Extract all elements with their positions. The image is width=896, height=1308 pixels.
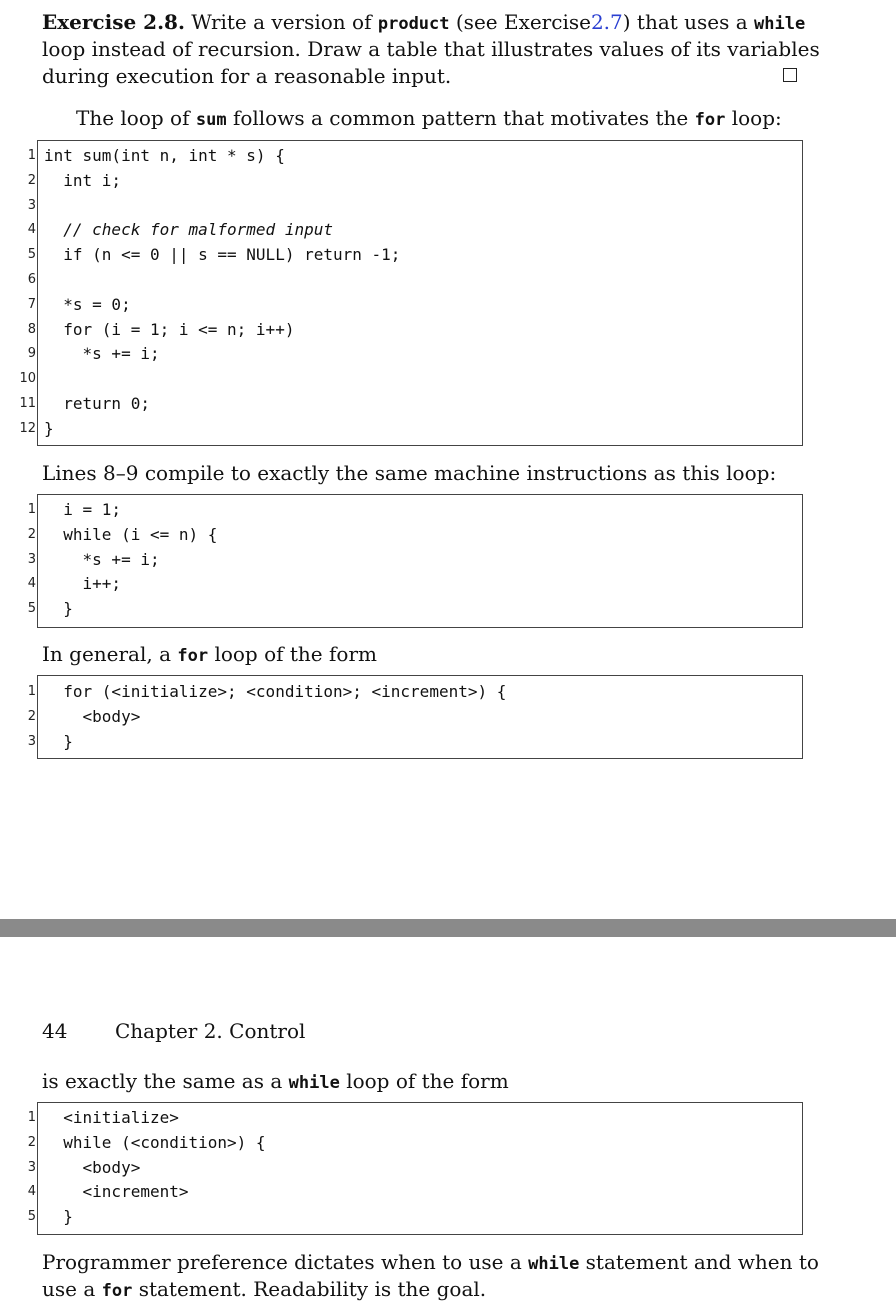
exercise-line-1: Exercise 2.8. Write a version of product (see Exercise2.7) that uses a while [42,10,806,34]
final-paragraph-line-1: Programmer preference dictates when to use a while statement and when to [42,1250,819,1274]
code-while: while [754,14,806,34]
line-number: 4 [27,1184,36,1200]
line-number: 1 [27,502,36,517]
exercise-line-3: during execution for a reasonable input. [42,64,452,88]
code-line: *s = 0; [44,294,131,314]
line-number: 7 [27,296,36,312]
code-comment-line: // check for malformed input [44,220,333,240]
code-line: <increment> [44,1182,189,1202]
code-line: for (<initialize>; <condition>; <increment>) { [44,682,507,701]
exercise-line-2: loop instead of recursion. Draw a table that illustrates values of its variables [42,37,820,61]
line-number: 2 [27,172,36,188]
code-line: *s += i; [44,549,160,569]
code-line: i = 1; [44,500,122,519]
line-number: 10 [19,371,36,387]
page-number: 44 [42,1019,68,1043]
code-line: i++; [44,574,122,594]
code-line: while (i <= n) { [44,524,218,544]
intro-paragraph: The loop of sum follows a common pattern that motivates the for loop: [76,106,782,130]
same-paragraph: is exactly the same as a while loop of the form [42,1069,509,1093]
lines-paragraph: Lines 8–9 compile to exactly the same machine instructions as this loop: [42,461,777,485]
line-number: 5 [27,247,36,263]
line-number: 3 [27,733,36,749]
final-paragraph-line-2: use a for statement. Readability is the goal. [42,1277,487,1301]
code-product: product [377,14,450,34]
code-line: if (n <= 0 || s == NULL) return -1; [44,245,401,265]
line-number: 6 [27,272,36,287]
line-number: 9 [27,346,36,362]
line-number: 3 [27,1159,36,1175]
line-number: 1 [27,1110,36,1125]
code-line: int i; [44,170,122,190]
line-number: 2 [27,708,36,724]
chapter-title: Chapter 2. Control [115,1019,306,1043]
line-number: 4 [27,576,36,592]
code-line: while (<condition>) { [44,1132,266,1152]
exercise-label: Exercise 2.8. [42,10,185,34]
line-number: 12 [19,420,36,436]
exercise-link[interactable]: 2.7 [590,10,623,34]
code-listing-sum [37,140,803,446]
page-separator [0,919,896,937]
code-line: } [44,418,54,438]
line-number: 2 [27,1134,36,1150]
line-number: 4 [27,222,36,238]
line-number: 8 [27,321,36,337]
line-number: 1 [27,148,36,163]
line-number: 3 [27,551,36,567]
line-number: 1 [27,684,36,699]
code-line: } [44,731,73,751]
qed-box-icon [783,68,797,82]
code-line: <body> [44,1157,141,1177]
code-line: <body> [44,706,141,726]
line-number: 5 [27,1209,36,1225]
code-line: for (i = 1; i <= n; i++) [44,319,295,339]
code-line: int sum(int n, int * s) { [44,146,285,165]
code-line: } [44,599,73,619]
line-number: 3 [27,197,36,213]
code-line: return 0; [44,394,150,413]
line-number: 2 [27,526,36,542]
line-number: 5 [27,601,36,617]
code-line: } [44,1207,73,1227]
code-line: *s += i; [44,344,160,364]
code-line: <initialize> [44,1108,179,1127]
general-paragraph: In general, a for loop of the form [42,642,377,666]
line-number: 11 [19,396,36,411]
